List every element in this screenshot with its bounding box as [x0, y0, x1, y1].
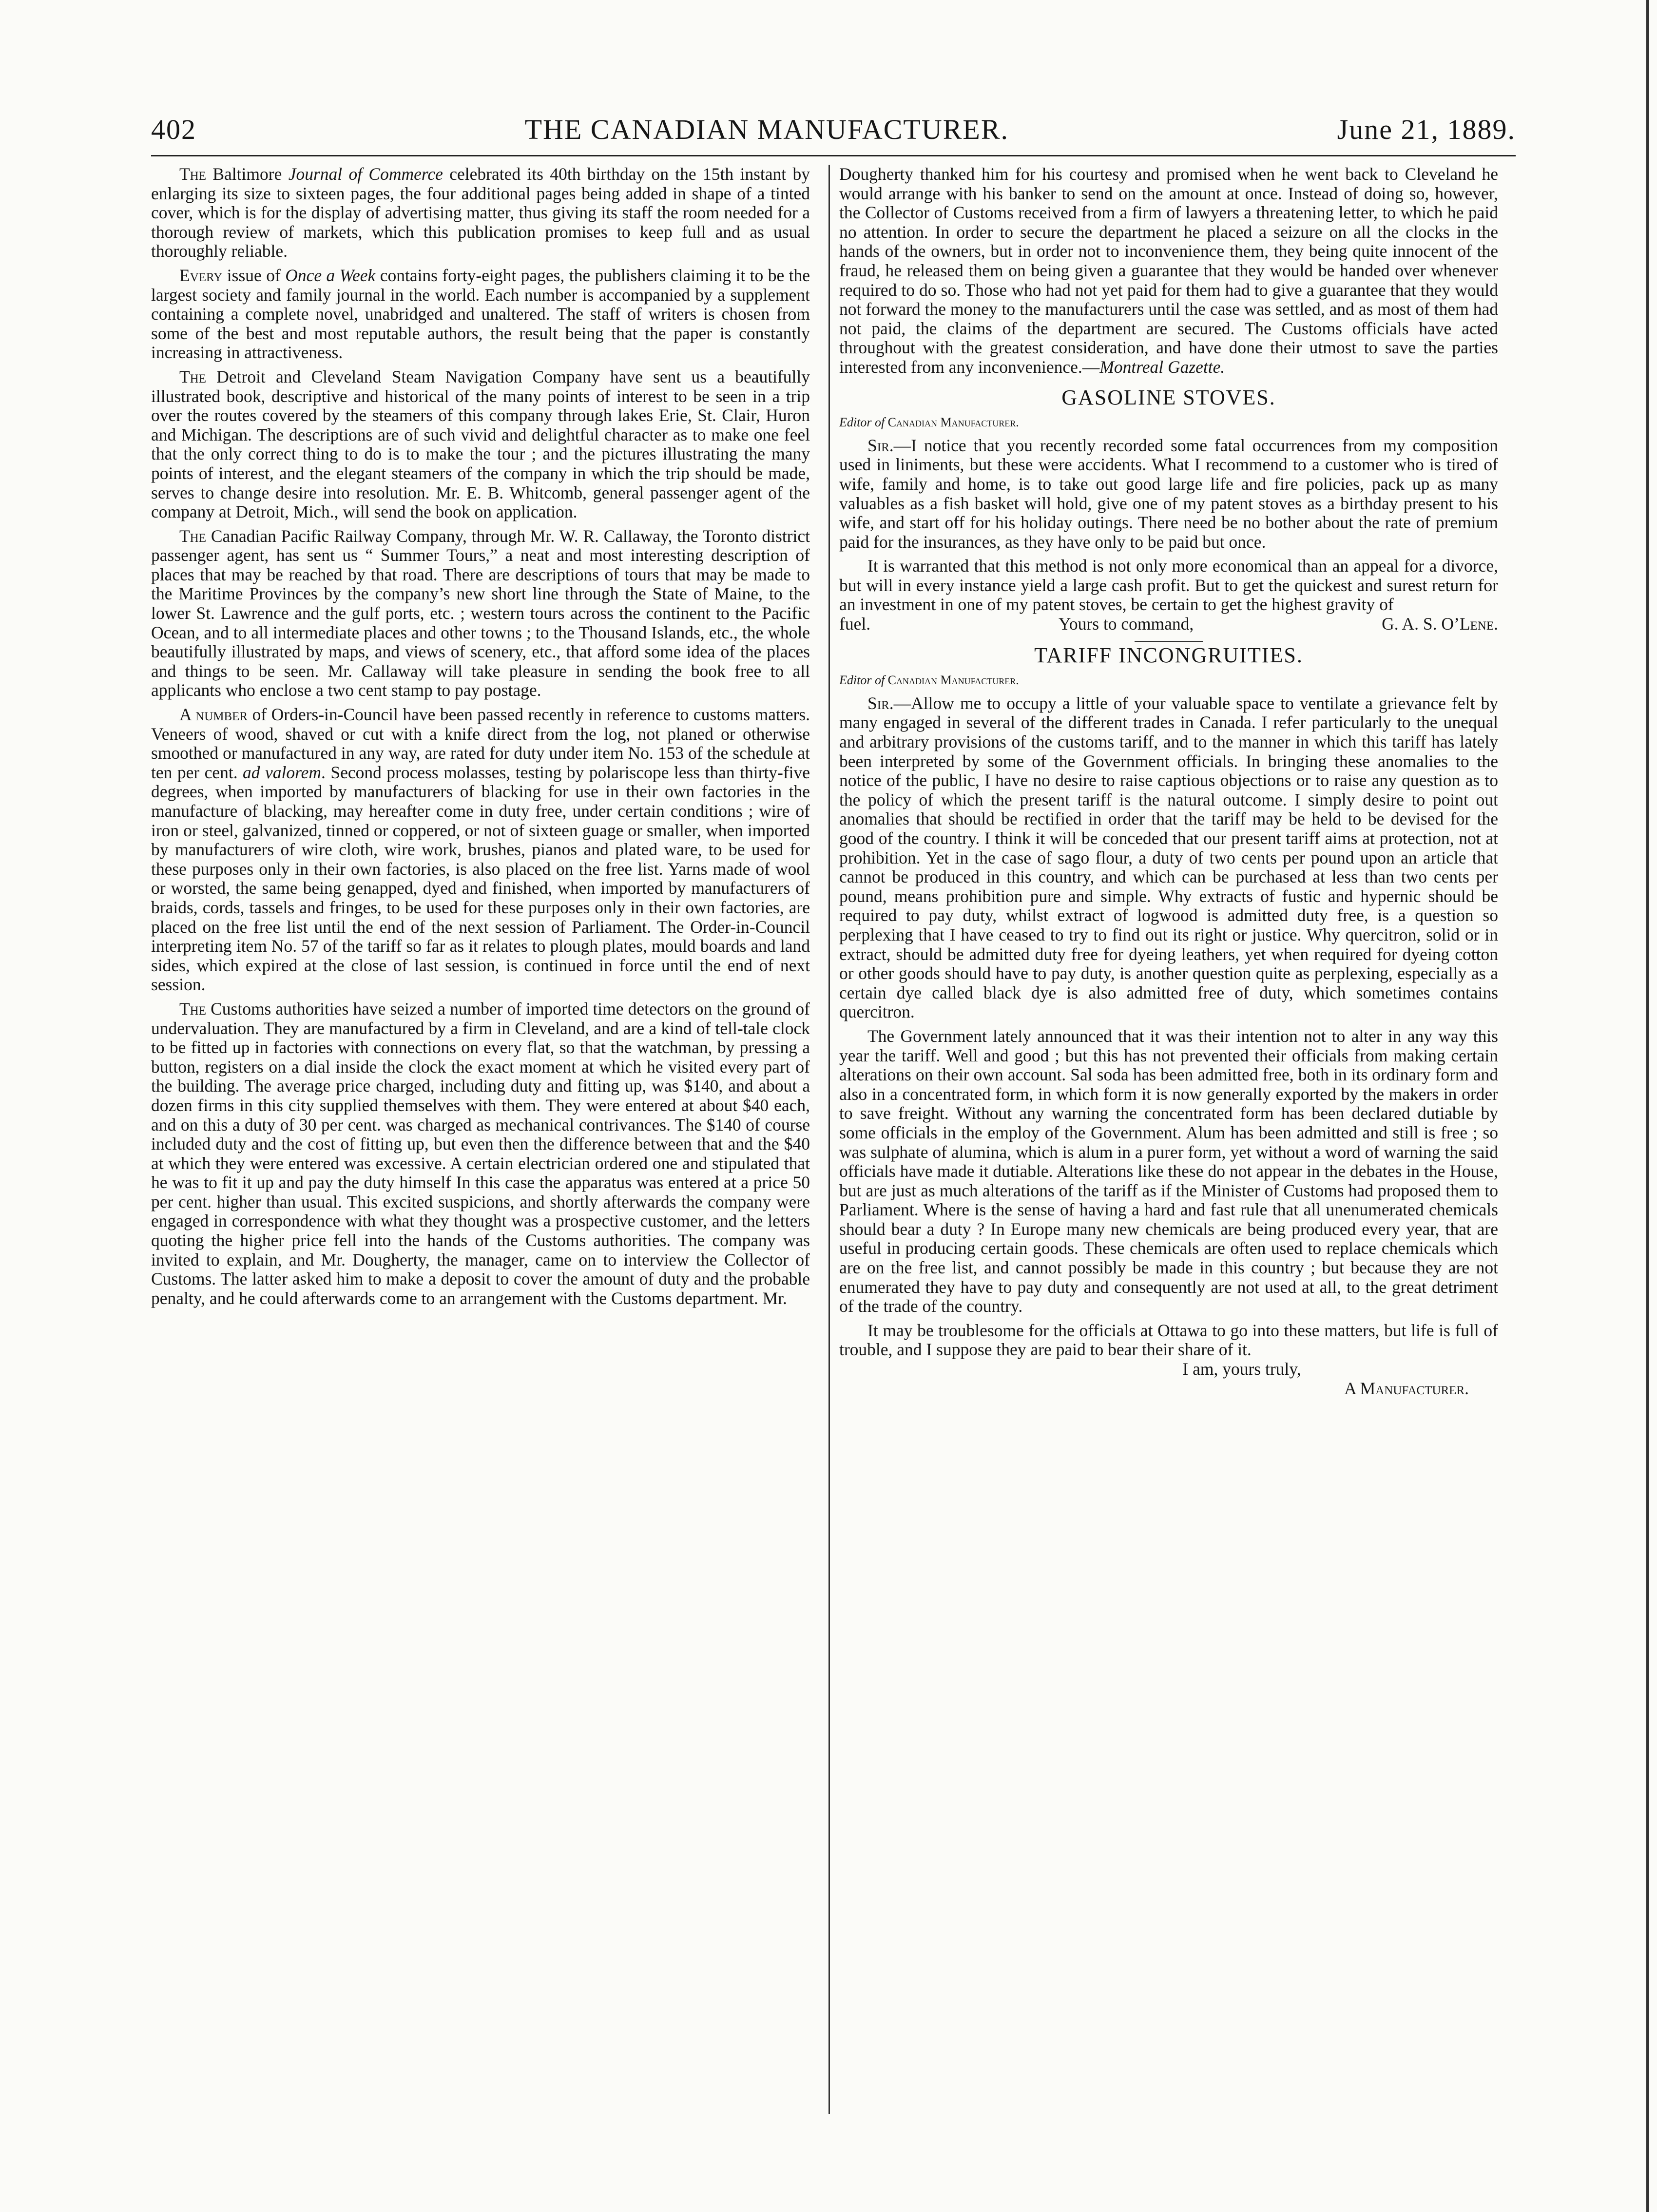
paragraph-customs-continued: Dougherty thanked him for his courtesy and promised when he went back to Cleveland he would arrange with his banker to send on the amount at once. Instead of doing so, however, the Collector of Customs received from a firm of lawyers a threatening letter, to which he paid no attention. In order to secure the department he placed a seizure on all the clocks in the hands of the owners, but in order not to inconvenience them, they being quite innocent of the fraud, he released them on being given a guarantee that they would be handed over whenever required to do so. Those who had not yet paid for them had to give a guarantee that they would not forward the money to the manufacturers until the case was settled, and as most of them had not paid, the claims of the department are secured. The Customs officials have acted throughout with the greatest consideration, and have done their utmost to save the parties interested from any inconvenience.—Montreal Gazette.	[839, 164, 1498, 377]
tariff-letter-paragraph-1: Sir.—Allow me to occupy a little of your valuable space to ventilate a grievance felt by many engaged in several of the different trades in Canada. I refer particularly to the unequal and arbitrary provisions of the customs tariff, and to the manner in which this tariff has lately been interpreted by some of the Government officials. In bringing these anomalies to the notice of the public, I have no desire to raise captious objections or to raise any question as to the policy of which the present tariff is the natural outcome. I simply desire to point out anomalies that should be rectified in order that the tariff may be held to be devised for the good of the country. I think it will be conceded that our present tariff aims at protection, not at prohibition. Yet in the case of sago flour, a duty of two cents per pound upon an article that cannot be produced in this country, and which can be purchased at less than two cents per pound, means prohibition pure and simple. Why extracts of fustic and hypernic should be required to pay duty, whilst extract of logwood is admitted duty free, is a question so perplexing that I have ceased to try to find out its right or justice. Why quercitron, solid or in extract, should be admitted duty free for dyeing leathers, yet when required for dyeing cotton or other goods should have to pay duty, is another question quite as perplexing, especially as a certain dye called black dye is also admitted free of duty, which sometimes contains quercitron.	[839, 693, 1498, 1022]
section-divider	[1135, 641, 1203, 642]
gasoline-letter-paragraph-2: It is warranted that this method is not only more economical than an appeal for a divorce, but will in every instance yield a large cash profit. But to get the quickest and surest return for an investment in one of my patent stoves, be certain to get the highest gravity of	[839, 556, 1498, 615]
gasoline-closing: Yours to command,	[1058, 614, 1194, 634]
gasoline-letter-paragraph-1: Sir.—I notice that you recently recorded some fatal occurrences from my composition used in liniments, but these were accidents. What I recommend to a customer who is tired of wife, family and home, is to take out good large life and fire policies, pack up as many valuables as a fish basket will hold, give one of my patent stoves as a birthday present to his wife, and start off for his holiday outings. There need be no bother about the rate of premium paid for the insurances, as they have only to be paid but once.	[839, 435, 1498, 552]
gasoline-signature: G. A. S. O’Lene.	[1382, 614, 1498, 634]
paragraph-canadian-pacific: The Canadian Pacific Railway Company, through Mr. W. R. Callaway, the Toronto district passenger agent, has sent us “ Summer Tours,” a neat and most interesting description of places that may be reached by that road. There are descriptions of tours that may be made to the Maritime Provinces by the company’s new short line through the State of Maine, to the lower St. Lawrence and the gulf ports, etc. ; western tours across the continent to the Pacific Ocean, and to all intermediate places and other towns ; to the Thousand Islands, etc., the whole beautifully illustrated by maps, and views of scenery, etc., that afford some idea of the places and things to be seen. Mr. Callaway will take pleasure in sending the book free to all applicants who enclose a two cent stamp to pay postage.	[151, 526, 810, 700]
gasoline-stoves-heading: GASOLINE STOVES.	[1061, 385, 1276, 409]
publication-title: THE CANADIAN MANUFACTURER.	[524, 114, 1009, 145]
issue-date: June 21, 1889.	[1337, 114, 1516, 145]
tariff-heading: TARIFF INCONGRUITIES.	[1034, 643, 1303, 667]
page-number: 402	[151, 114, 196, 145]
tariff-letter-paragraph-2: The Government lately announced that it was their intention not to alter in any way this year the tariff. Well and good ; but this has not prevented their officials from making certain alterations on their own account. Sal soda has been admitted free, both in its ordinary form and also in a concentrated form, in which form it is now generally exported by the makers in order to save freight. Without any warning the concentrated form has been declared dutiable by some officials in the employ of the Government. Alum has been admitted and still is free ; so was sulphate of alumina, which is alum in a purer form, yet without a word of warning the said officials have made it dutiable. Alterations like these do not appear in the debates in the House, but are just as much alterations of the tariff as if the Minister of Customs had proposed them to Parliament. Where is the sense of having a hard and fast rule that all unenumerated chemicals should bear a duty ? In Europe many new chemicals are being produced every year, that are useful in producing certain goods. These chemicals are often used to replace chemicals which are on the free list, and cannot possibly be made in this country ; but because they are not enumerated they have to pay duty and consequently are not used at all, to the great detriment of the trade of the country.	[839, 1026, 1498, 1316]
left-column	[151, 165, 810, 1313]
tariff-letter-paragraph-3: It may be troublesome for the officials at Ottawa to go into these matters, but life is full of trouble, and I suppose they are paid to bear their share of it.	[839, 1320, 1498, 1360]
gasoline-editor-line: Editor of Canadian Manufacturer.	[839, 415, 1019, 430]
column-divider	[828, 165, 830, 2114]
gasoline-signoff: fuel. Yours to command, G. A. S. O’Lene.	[839, 614, 1498, 634]
paragraph-baltimore-journal: The Baltimore Journal of Commerce celebrated its 40th birthday on the 15th instant by enlarging its size to sixteen pages, the four additional pages being added in shape of a tinted cover, which is for the display of advertising matter, thus giving its staff the room needed for a thorough review of markets, which this publication promises to keep full and as usual thoroughly reliable.	[151, 164, 810, 261]
tariff-signature: A Manufacturer.	[1344, 1378, 1469, 1398]
header-rule	[151, 155, 1516, 156]
paragraph-once-a-week: Every issue of Once a Week contains forty-eight pages, the publishers claiming it to be the largest society and family journal in the world. Each number is accompanied by a supplement containing a complete novel, unabridged and unaltered. The staff of writers is chosen from some of the best and most reputable authors, the result being that the paper is constantly increasing in attractiveness.	[151, 265, 810, 363]
page-edge-line	[1646, 0, 1649, 2212]
paragraph-detroit-cleveland: The Detroit and Cleveland Steam Navigation Company have sent us a beautifully illustrated book, descriptive and historical of the many points of interest to be seen in a trip over the routes covered by the steamers of this company through lakes Erie, St. Clair, Huron and Michigan. The descriptions are of such vivid and delightful character as to make one feel that the only correct thing to do is to make the tour ; and the pictures illustrating the many points of interest, and the elegant steamers of the company in which the trip should be made, serves to change desire into resolution. Mr. E. B. Whitcomb, general passenger agent of the company at Detroit, Mich., will send the book on application.	[151, 366, 810, 522]
page-header	[151, 113, 1516, 152]
tariff-closing: I am, yours truly,	[1182, 1359, 1301, 1379]
tariff-editor-line: Editor of Canadian Manufacturer.	[839, 673, 1019, 688]
paragraph-orders-in-council: A number of Orders-in-Council have been passed recently in reference to customs matters. Veneers of wood, shaved or cut with a knife direct from the log, not planed or otherwise smoothed or manufactured in any way, are rated for duty under item No. 153 of the schedule at ten per cent. ad valorem. Second process molasses, testing by polariscope less than thirty-five degrees, when imported by manufacturers of blacking for use in their own factories in the manufacture of blacking, may hereafter come in duty free, under certain conditions ; wire of iron or steel, galvanized, tinned or coppered, or not of sixteen guage or smaller, when imported by manufacturers of wire cloth, wire work, brushes, pianos and plated ware, to be used for these purposes only in their own factories, is also placed on the free list. Yarns made of wool or worsted, the same being genapped, dyed and finished, when imported by manufacturers of braids, cords, tassels and fringes, to be used for these purposes only in their own factories, are placed on the free list until the end of the next session of Parliament. The Order-in-Council interpreting item No. 57 of the tariff so far as it relates to plough plates, mould boards and land sides, which expired at the close of last session, is continued in force until the end of next session.	[151, 705, 810, 995]
source-credit: Montreal Gazette.	[1099, 357, 1225, 377]
paragraph-customs-seizure: The Customs authorities have seized a number of imported time detectors on the ground of undervaluation. They are manufactured by a firm in Cleveland, and are a kind of tell-tale clock to be fitted up in factories with connections on every flat, so that the watchman, by pressing a button, registers on a dial inside the clock the exact moment at which he visited every part of the building. The average price charged, including duty and fitting up, was $140, and about a dozen firms in this city supplied themselves with them. They were entered at about $40 each, and on this a duty of 30 per cent. was charged as mechanical contrivances. The $140 of course included duty and the cost of fitting up, but even then the difference between that and the $40 at which they were entered was excessive. A certain electrician ordered one and stipulated that he was to fit it up and pay the duty himself In this case the apparatus was entered at a price 50 per cent. higher than usual. This excited suspicions, and shortly afterwards the company were engaged in correspondence with what they thought was a prospective customer, and the letters quoting the higher price fell into the hands of the Customs authorities. The company was invited to explain, and Mr. Dougherty, the manager, came on to interview the Collector of Customs. The latter asked him to make a deposit to cover the amount of duty and the probable penalty, and he could afterwards come to an arrangement with the Customs department. Mr.	[151, 999, 810, 1308]
right-column	[839, 165, 1498, 1398]
